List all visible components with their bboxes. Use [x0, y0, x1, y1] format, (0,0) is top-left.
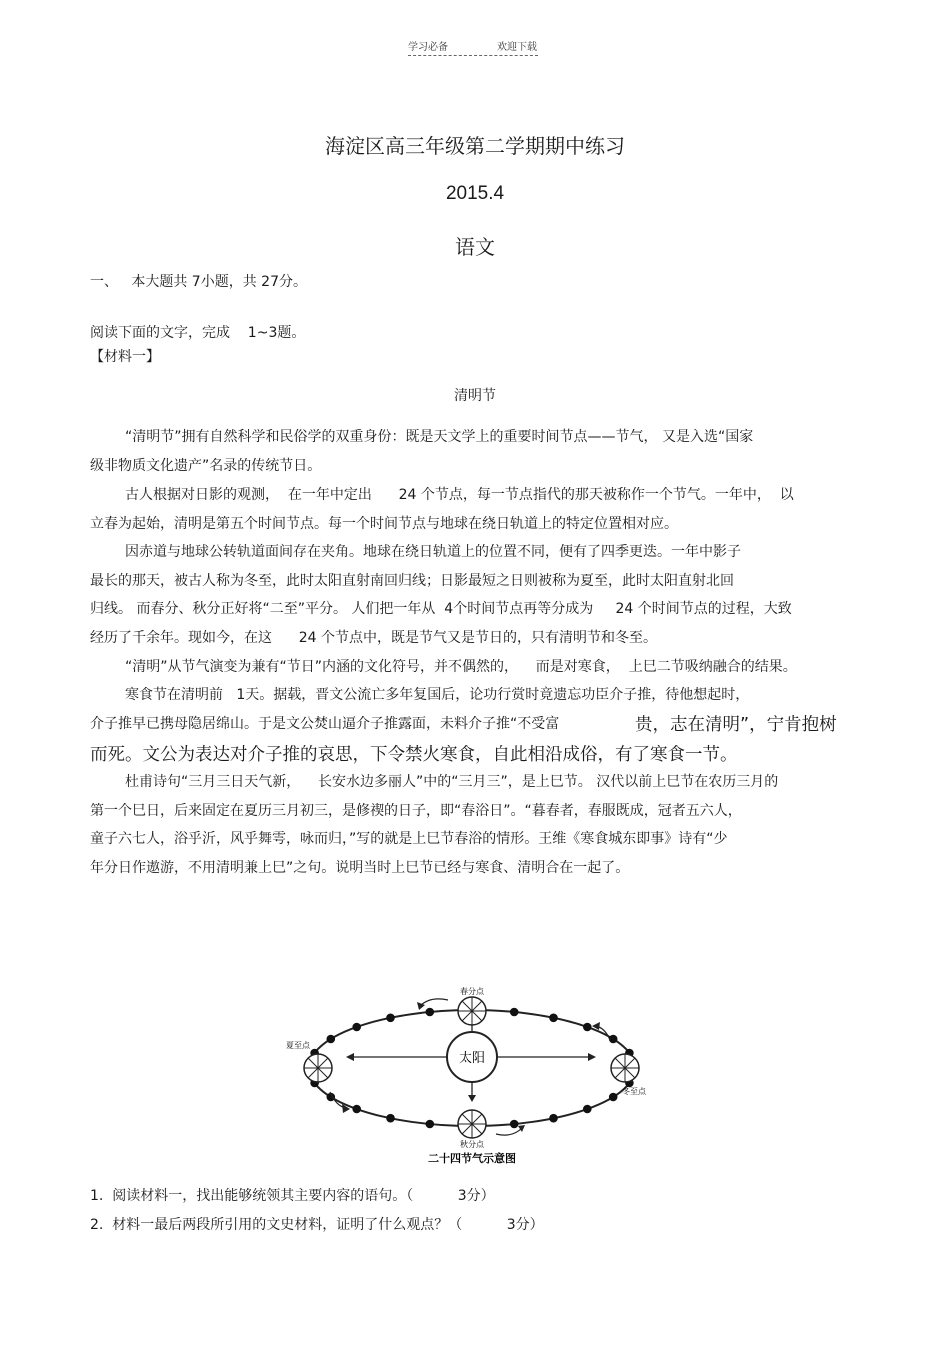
orbit-dot [583, 1105, 592, 1114]
text-line: 因赤道与地球公转轨道面间存在夹角。地球在绕日轨道上的位置不同，便有了四季更迭。一年中影子 [125, 544, 741, 560]
arrow-right-head [588, 1053, 596, 1061]
material-label: 【材料一】 [90, 349, 160, 365]
header-left: 学习必备 [408, 42, 448, 53]
exam-date: 2015.4 [445, 183, 505, 204]
text-line: 而死。文公为表达对介子推的哀思，下令禁火寒食，自此相沿成俗，有了寒食一节。 [90, 745, 738, 765]
text-line: 介子推早已携母隐居绵山。于是文公焚山逼介子推露面，未料介子推“不受富 [90, 716, 560, 732]
text-line: “清明”从节气演变为兼有“节日”内涵的文化符号，并不偶然的， 而是对寒食， 上巳二节吸纳融合的结果。 [125, 659, 797, 675]
reading-instruction: 阅读下面的文字，完成 1~3题。 [90, 325, 306, 341]
question-1: 1. 阅读材料一，找出能够统领其主要内容的语句。（ 3分） [90, 1188, 495, 1204]
orbit-dot [549, 1014, 558, 1023]
earth-spring [458, 997, 486, 1025]
text-line: 贵，志在清明”，宁肯抱树 [635, 715, 837, 735]
arrow-left-head [346, 1053, 354, 1061]
orbit-dot [609, 1093, 618, 1102]
orbit-dot [386, 1014, 395, 1023]
text-line: “清明节”拥有自然科学和民俗学的双重身份：既是天文学上的重要时间节点——节气， 又是入选“国家 [125, 429, 754, 445]
text-line: 古人根据对日影的观测， 在一年中定出 24 个节点，每一节点指代的那天被称作一个节气。一年中， 以 [125, 487, 794, 503]
text-line: 杜甫诗句“三月三日天气新， 长安水边多丽人”中的“三月三”，是上巳节。 汉代以前上巳节在农历三月的 [125, 774, 779, 790]
orbit-dot [583, 1023, 592, 1032]
text-line: 归线。 而春分、秋分正好将“二至”平分。 人们把一年从 4个时间节点再等分成为 24 个时间节点的过程，大致 [90, 601, 792, 617]
text-line: 第一个巳日，后来固定在夏历三月初三，是修禊的日子，即“春浴日”。“暮春者，春服既成，冠者五六人， [90, 803, 742, 819]
header-right: 欢迎下载 [497, 42, 537, 53]
sun-label: 太阳 [458, 1051, 486, 1066]
diagram-caption: 二十四节气示意图 [428, 1152, 516, 1165]
header-divider [408, 55, 538, 56]
text-line: 童子六七人，浴乎沂，风乎舞雩，咏而归，”写的就是上巳节春浴的情形。王维《寒食城东即事》诗有“少 [90, 831, 728, 847]
section-heading: 一、 本大题共 7小题，共 27分。 [90, 274, 307, 290]
text-line: 年分日作遨游，不用清明兼上巳”之句。说明当时上巳节已经与寒食、清明合在一起了。 [90, 860, 630, 876]
solar-terms-diagram [280, 982, 660, 1167]
article-title: 清明节 [454, 388, 496, 404]
exam-title: 海淀区高三年级第二学期期中练习 [325, 134, 625, 158]
text-line: 最长的那天，被古人称为冬至，此时太阳直射南回归线；日影最短之日则被称为夏至，此时太阳直射北回 [90, 573, 734, 589]
text-line: 经历了千余年。现如今，在这 24 个节点中，既是节气又是节日的，只有清明节和冬至。 [90, 630, 657, 646]
orbit-dot [510, 1120, 519, 1129]
orbit-dot [386, 1114, 395, 1123]
summer-solstice-label: 夏至点 [286, 1041, 310, 1050]
autumn-equinox-label: 秋分点 [460, 1140, 484, 1149]
text-line: 立春为起始，清明是第五个时间节点。每一个时间节点与地球在绕日轨道上的特定位置相对应。 [90, 516, 678, 532]
arrow-down-head [468, 1095, 476, 1102]
orbit-dot [510, 1008, 519, 1017]
earth-summer [304, 1054, 332, 1082]
orbit-dot [549, 1114, 558, 1123]
orbit-dot [352, 1023, 361, 1032]
earth-autumn [458, 1110, 486, 1138]
orbit-dot [352, 1105, 361, 1114]
text-line: 寒食节在清明前 1天。据载，晋文公流亡多年复国后，论功行赏时竟遗忘功臣介子推，待他想起时， [125, 687, 750, 703]
orbit-dot [426, 1008, 435, 1017]
orbit-arrow [496, 1128, 522, 1135]
exam-subject: 语文 [455, 235, 495, 259]
orbit-dot [426, 1120, 435, 1129]
text-line: 级非物质文化遗产”名录的传统节日。 [90, 458, 322, 474]
orbit-dot [327, 1035, 336, 1044]
question-2: 2. 材料一最后两段所引用的文史材料，证明了什么观点？（ 3分） [90, 1217, 544, 1233]
winter-solstice-label: 冬至点 [622, 1087, 646, 1096]
earth-winter [611, 1054, 639, 1082]
spring-equinox-label: 春分点 [460, 987, 484, 996]
